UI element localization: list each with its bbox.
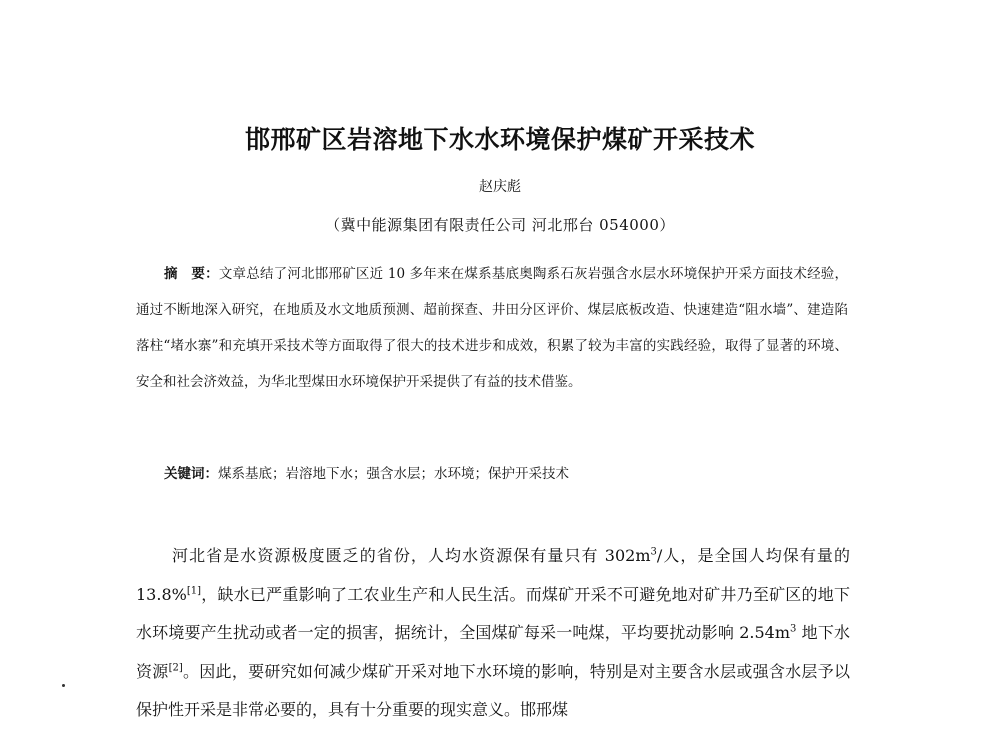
scan-speck xyxy=(62,684,65,687)
abstract xyxy=(136,256,848,400)
body-text-part: 河北省是水资源极度匮乏的省份，人均水资源保有量只有 302m xyxy=(172,546,651,565)
abstract-text: 文章总结了河北邯邢矿区近 10 多年来在煤系基底奥陶系石灰岩强含水层水环境保护开采方面技术经验，通过不断地深入研究，在地质及水文地质预测、超前探查、井田分区评价、煤层底板改造、快速建造“阻水墙”、建造陷落柱“堵水寨”和充填开采技术等方面取得了很大的技术进步和成效，积累了较为丰富的实践经验，取得了显著的环境、安全和社会济效益，为华北型煤田水环境保护开采提供了有益的技术借鉴。 xyxy=(136,266,849,390)
body-paragraph xyxy=(136,537,850,730)
paper-title: 邯邢矿区岩溶地下水水环境保护煤矿开采技术 xyxy=(244,125,755,154)
keywords-label: 关键词： xyxy=(164,466,218,482)
superscript: 3 xyxy=(650,546,657,558)
keywords-text: 煤系基底；岩溶地下水；强含水层；水环境；保护开采技术 xyxy=(218,466,569,482)
abstract-label: 摘 要： xyxy=(164,266,219,282)
citation-ref: [1] xyxy=(186,585,201,597)
body-text-part: ，缺水已严重影响了工农业生产和人民生活。而煤矿开采不可避免地对矿井乃至矿区的地下水环境要产生扰动或者一定的损害，据统计，全国煤矿每采一吨煤，平均要扰动影响 2.54m xyxy=(136,584,850,642)
body-text-part: /人，是全国人均保有量的 13.8% xyxy=(136,546,850,604)
author-name: 赵庆彪 xyxy=(479,179,521,195)
body-text-part: 。因此，要研究如何减少煤矿开采对地下水环境的影响，特别是对主要含水层或强含水层予以保护性开采是非常必要的，具有十分重要的现实意义。邯邢煤 xyxy=(136,661,850,719)
body-text-part: 地下水资源 xyxy=(136,623,850,681)
author-affiliation: （冀中能源集团有限责任公司 河北邢台 054000） xyxy=(325,216,675,234)
keywords xyxy=(164,462,854,482)
citation-ref: [2] xyxy=(168,662,183,674)
superscript: 3 xyxy=(790,623,797,635)
